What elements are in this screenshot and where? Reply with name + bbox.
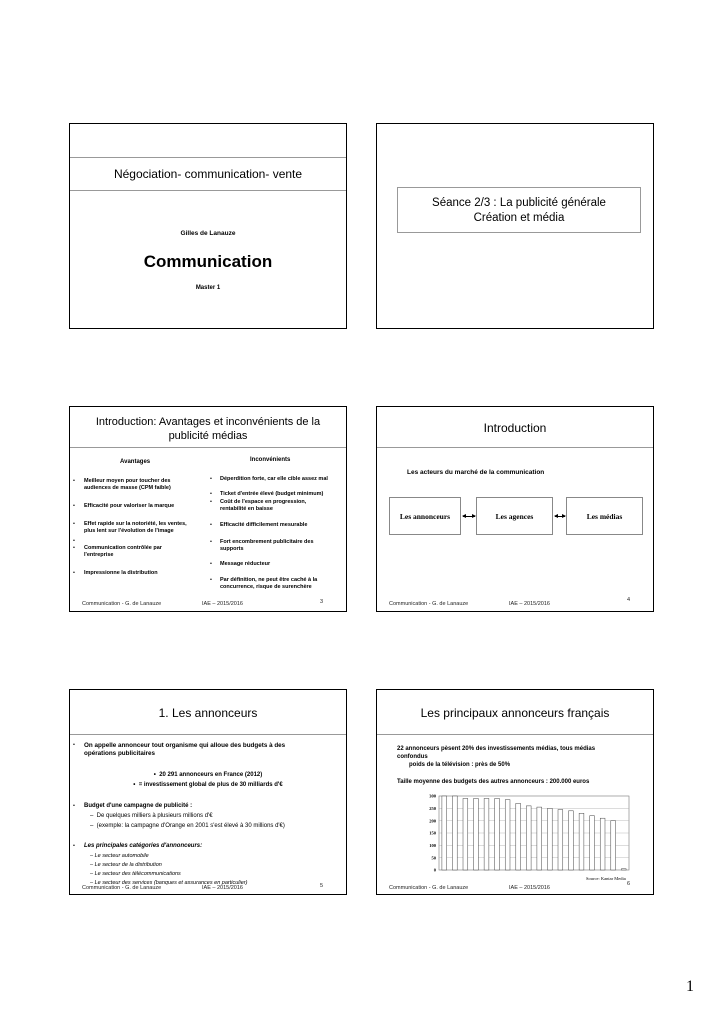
bar [547,808,552,870]
box-agencies: Les agences [476,497,553,535]
bullet: • [73,545,75,551]
category-item [90,880,247,886]
text-line: Message réducteur [220,561,271,567]
text-line: opérations publicitaires [84,749,156,757]
disadvantage-item [220,499,345,512]
bullet: • [210,561,212,567]
bar [621,869,626,870]
page-number: 1 [686,978,694,995]
category-item [90,853,149,859]
text-line: = investissement global de plus de 30 milliards d'€ [138,782,283,788]
paragraph-definition [84,742,285,757]
budget-sub1: – De quelques milliers à plusieurs millions d'€ [90,813,213,819]
text-line: Efficacité pour valoriser la marque [84,503,175,509]
text-line: Communication contrôlée par [84,545,162,551]
bar [526,806,531,870]
footer-num: 6 [627,881,631,887]
advertiser-count: • 20 291 annonceurs en France (2012) [153,772,263,778]
text-line: audiences de masse (CPM faible) [84,484,171,491]
divider [377,447,653,448]
footer-left: Communication - G. de Lanauze [389,601,469,607]
slide-title: Introduction [483,421,547,435]
slide-1 [69,123,347,329]
text-line: Le secteur automobile [94,853,149,859]
dash: – [90,853,95,859]
advantage-item [84,478,206,491]
bar [600,818,605,870]
footer-mid: IAE – 2015/2016 [202,601,243,607]
bullet: • [73,843,75,849]
bar [474,798,479,870]
text-line: supports [220,545,244,552]
budget-sub2: – (exemple: la campagne d'Orange en 2001 s'est élevé à 30 millions d'€) [90,823,285,829]
divider [70,447,346,448]
text-line: Le secteur de la distribution [94,862,162,868]
footer-num: 3 [320,599,324,605]
session-title: Séance 2/3 : La publicité générale [432,197,606,209]
divider [70,190,346,191]
bar [484,798,489,870]
category-item [90,862,162,868]
text-line: Efficacité difficilement mesurable [220,522,308,528]
advertisers-bar-chart [417,790,637,882]
bullet: • [73,503,75,509]
slide-6 [376,689,654,895]
categories-heading: Les principales catégories d'annonceurs: [84,843,203,849]
session-subtitle: Création et média [473,212,565,224]
y-tick-label: 100 [429,842,436,848]
y-tick-label: 300 [429,793,436,799]
advantage-item [84,570,206,577]
slide-4 [376,406,654,612]
text-line: poids de la télévision : près de 50% [409,762,511,768]
y-tick-label: 250 [429,805,436,811]
double-arrow-icon [555,516,565,517]
text-line: Meilleur moyen pour toucher des [84,478,171,484]
divider [377,734,653,735]
slide-subtitle: Les acteurs du marché de la communication [407,469,545,476]
y-tick-label: 50 [431,855,436,861]
slide-title: Les principaux annonceurs français [420,706,610,720]
bullet: • [73,521,75,527]
slide-title: Négociation- communication- vente [113,167,303,181]
text-line: Ticket d'entrée élevé (budget minimum) [220,491,324,497]
footer-num: 4 [627,597,631,603]
bullet: • [210,491,212,497]
bar [463,798,468,870]
text-line: l'entreprise [84,551,114,558]
bullet: • [73,742,75,748]
y-tick-label: 0 [433,867,436,873]
disadvantages-header: Inconvénients [250,457,291,463]
disadvantage-item [220,476,345,483]
dash: – [90,862,95,868]
bullet: • [73,538,75,544]
advantage-item [84,521,206,534]
box-advertisers: Les annonceurs [389,497,461,535]
text-line: Fort encombrement publicitaire des [220,539,314,545]
text-line: Effet rapide sur la notoriété, les ventes, [84,521,187,527]
title-line: publicité médias [168,430,248,442]
disadvantage-item [220,539,345,552]
bullet: • [73,478,75,484]
bar [611,821,616,870]
slide-3 [69,406,347,612]
bar [537,807,542,870]
text-line: 20 291 annonceurs en France (2012) [159,772,263,778]
footer-num: 5 [320,883,324,889]
text-line: rentabilité en baisse [220,505,273,512]
disadvantage-item [220,522,345,529]
average-budget: Taille moyenne des budgets des autres annonceurs : 200.000 euros [397,779,590,785]
text-line: plus lent sur l'évolution de l'image [84,527,174,534]
bullet: • [210,539,212,545]
text-line: concurrence, risque de surenchère [220,583,312,590]
footer-left: Communication - G. de Lanauze [389,885,469,891]
text-line: Le secteur des télécommunications [94,871,181,877]
text-line: Coût de l'espace en progression, [220,499,307,505]
bar [505,800,510,870]
y-tick-label: 150 [429,830,436,836]
author: Gilles de Lanauze [180,230,236,237]
footer-mid: IAE – 2015/2016 [509,885,550,891]
bar [442,796,447,870]
disadvantage-item [220,577,345,590]
footer-left: Communication - G. de Lanauze [82,601,162,607]
chart-source: Source: Kantar Media [586,876,626,881]
footer-mid: IAE – 2015/2016 [509,601,550,607]
bullet: • [210,522,212,528]
budget-heading: Budget d'une campagne de publicité : [84,803,193,809]
bullet: • [73,570,75,576]
slide-5 [69,689,347,895]
bullet: • [210,499,212,505]
bullet: • [210,577,212,583]
text-line: On appelle annonceur tout organisme qui alloue des budgets à des [84,742,286,749]
title-line: Introduction: Avantages et inconvénients de la [95,416,321,428]
subtitle: Master 1 [195,285,221,291]
advantage-item [84,545,206,558]
divider [70,734,346,735]
footer-left: Communication - G. de Lanauze [82,885,162,891]
session-box [397,187,641,233]
bullet: • [210,476,212,482]
advantages-header: Avantages [120,459,151,465]
text-line: 22 annonceurs pèsent 20% des investissements médias, tous médias [397,746,596,752]
slide-title: 1. Les annonceurs [158,706,258,720]
dash: – [90,880,95,886]
text-line: Le secteur des services (banques et assurances en particulier) [94,880,248,886]
double-arrow-icon [463,516,475,517]
disadvantage-item [220,491,345,498]
bar [579,813,584,870]
disadvantage-item [220,561,345,568]
bar [569,811,574,870]
text-line: De quelques milliers à plusieurs millions d'€ [96,813,213,819]
bullet: • [73,803,75,809]
text-line: Impressionne la distribution [84,570,158,576]
slide-2 [376,123,654,329]
bar [590,816,595,870]
dash: – [90,871,95,877]
text-line: Par définition, ne peut être caché à la [220,577,318,583]
text-line: confondus [397,754,428,760]
text-line: (exemple: la campagne d'Orange en 2001 s'est élevé à 30 millions d'€) [96,823,285,829]
global-investment: • = investissement global de plus de 30 milliards d'€ [133,782,283,788]
bar [516,803,521,870]
bar [495,798,500,870]
slide-title [70,415,346,443]
advantage-item [84,503,206,510]
divider [70,157,346,158]
box-media: Les médias [566,497,643,535]
y-tick-label: 200 [429,818,436,824]
summary-text [397,745,595,769]
category-item [90,871,181,877]
bar [558,810,563,870]
text-line: Déperdition forte, car elle cible assez mal [220,476,328,482]
footer-mid: IAE – 2015/2016 [202,885,243,891]
bar [452,796,457,870]
main-title: Communication [143,252,273,271]
